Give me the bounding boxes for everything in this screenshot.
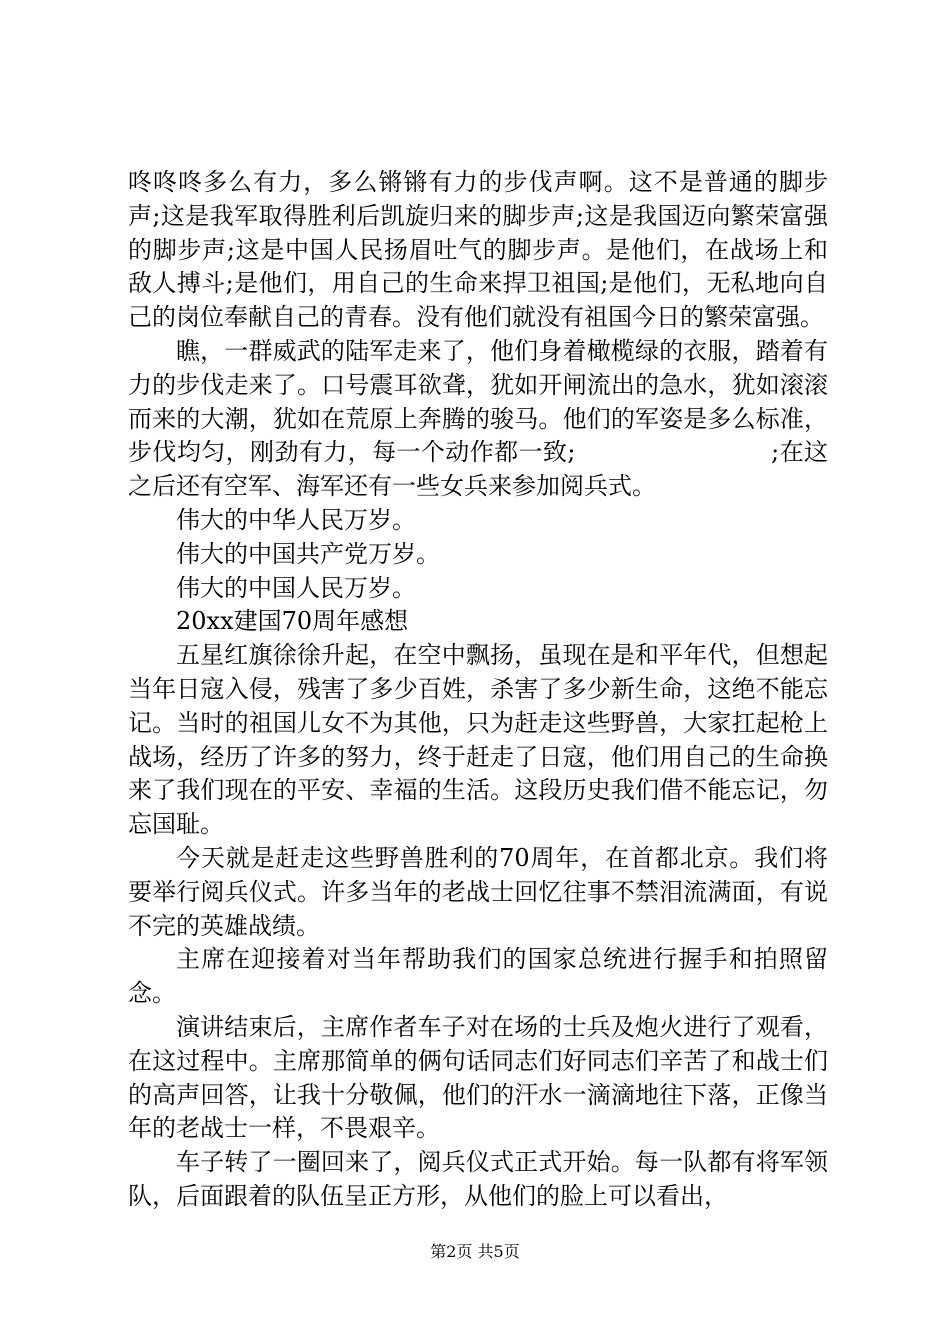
paragraph: 瞧，一群威武的陆军走来了，他们身着橄榄绿的衣服，踏着有力的步伐走来了。口号震耳欲聋，犹如开闸流出的急水，犹如滚滚而来的大潮，犹如在荒原上奔腾的骏马。他们的军姿是多么标准，步伐均匀，刚劲有力，每一个动作都一致; ;在这之后还有空军、海军还有一些女兵来参加阅兵式。 [128, 336, 828, 501]
paragraph: 演讲结束后，主席作者车子对在场的士兵及炮火进行了观看，在这过程中。主席那简单的俩句话同志们好同志们辛苦了和战士们的高声回答，让我十分敬佩，他们的汗水一滴滴地往下落，正像当年的老战士一样，不畏艰辛。 [128, 1012, 828, 1143]
paragraph: 五星红旗徐徐升起，在空中飘扬，虽现在是和平年代，但想起当年日寇入侵，残害了多少百姓，杀害了多少新生命，这绝不能忘记。当时的祖国儿女不为其他，只为赶走这些野兽，大家扛起枪上战场，经历了许多的努力，终于赶走了日寇，他们用自己的生命换来了我们现在的平安、幸福的生活。这段历史我们借不能忘记，勿忘国耻。 [128, 641, 828, 839]
page-footer [0, 1242, 950, 1262]
paragraph: 伟大的中国共产党万岁。 [176, 539, 440, 568]
document-body [128, 166, 828, 1214]
page-number: 第2页 共5页 [430, 1242, 520, 1261]
paragraph: 今天就是赶走这些野兽胜利的70周年，在首都北京。我们将要举行阅兵仪式。许多当年的老战士回忆往事不禁泪流满面，有说不完的英雄战绩。 [128, 843, 828, 940]
paragraph: 车子转了一圈回来了，阅兵仪式正式开始。每一队都有将军领队，后面跟着的队伍呈正方形，从他们的脸上可以看出， [128, 1148, 828, 1210]
section-heading: 20xx建国70周年感想 [176, 607, 409, 636]
paragraph: 伟大的中华人民万岁。 [176, 505, 416, 534]
paragraph: 伟大的中国人民万岁。 [176, 573, 416, 602]
paragraph: 咚咚咚多么有力，多么锵锵有力的步伐声啊。这不是普通的脚步声;这是我军取得胜利后凯旋归来的脚步声;这是我国迈向繁荣富强的脚步声;这是中国人民扬眉吐气的脚步声。是他们，在战场上和敌人搏斗;是他们，用自己的生命来捍卫祖国;是他们，无私地向自己的岗位奉献自己的青春。没有他们就没有祖国今日的繁荣富强。 [128, 168, 828, 332]
paragraph: 主席在迎接着对当年帮助我们的国家总统进行握手和拍照留念。 [128, 945, 828, 1008]
